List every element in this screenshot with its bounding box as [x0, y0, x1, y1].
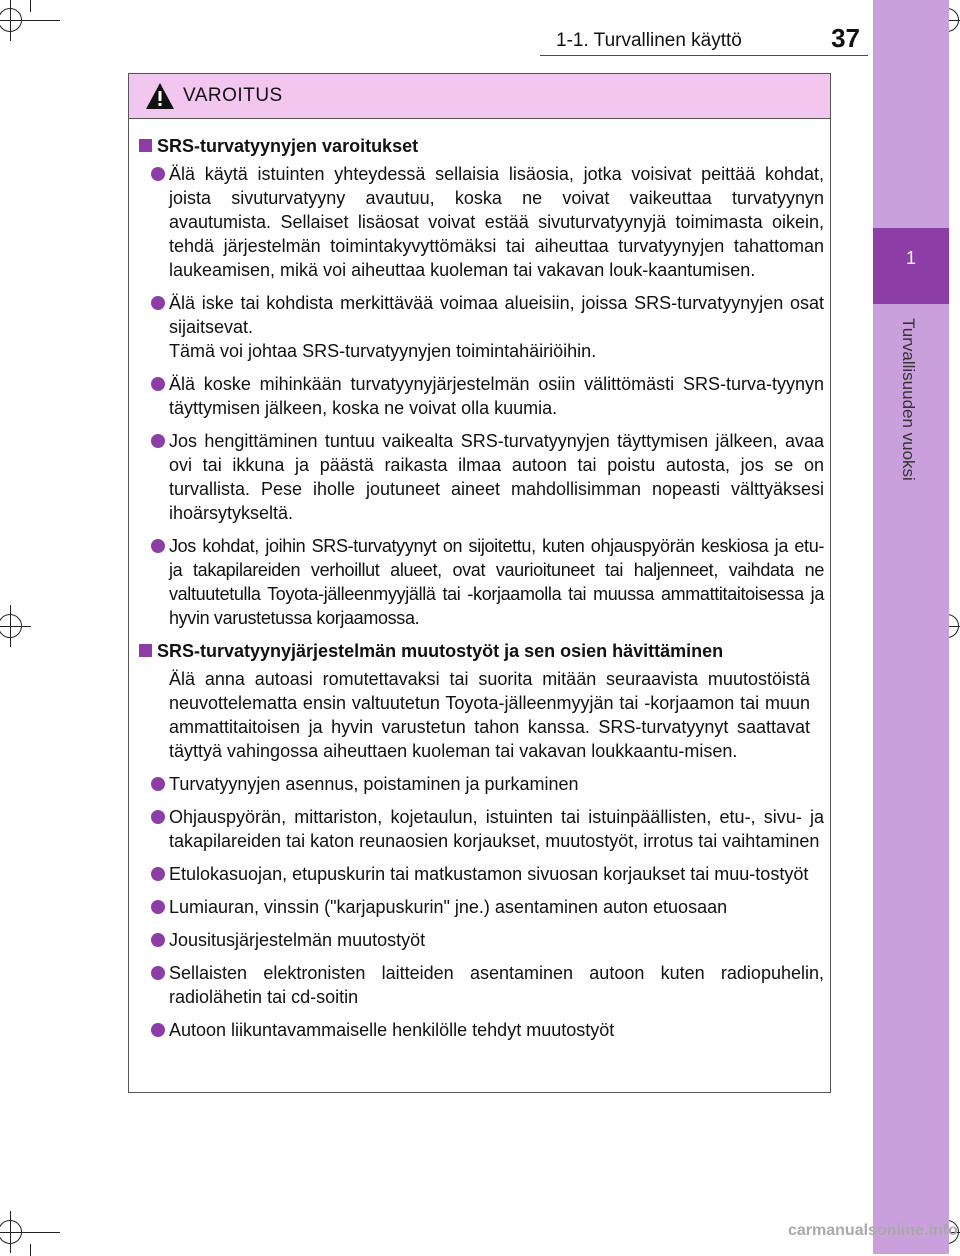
chapter-title-container — [898, 318, 924, 508]
section-heading: SRS-turvatyynyjen varoitukset — [139, 134, 824, 158]
list-item: Jos hengittäminen tuntuu vaikealta SRS-turvatyynyjen täyttymisen jälkeen, avaa ovi tai ikkuna ja päästä raikasta ilmaa autoon tai poistu autosta, jos se on turvallista. Pese iholle joutuneet aineet mahdollisimman nopeasti välttyäksesi ihoärsytykseltä. — [139, 429, 824, 525]
list-item: Sellaisten elektronisten laitteiden asentaminen autoon kuten radiopuhelin, radiolähetin tai cd-soitin — [139, 961, 824, 1009]
list-item: Jousitusjärjestelmän muutostyöt — [139, 928, 824, 952]
warning-label: VAROITUS — [183, 85, 283, 106]
warning-box — [128, 73, 831, 1093]
bullet-icon — [151, 777, 165, 791]
section-heading: SRS-turvatyynyjärjestelmän muutostyöt ja sen osien hävittäminen — [139, 639, 824, 663]
watermark: carmanualsonline.info — [788, 1222, 958, 1239]
section-title: 1-1. Turvallinen käyttö — [556, 30, 742, 51]
list-item: Autoon liikuntavammaiselle henkilölle tehdyt muutostyöt — [139, 1018, 824, 1042]
list-item: Jos kohdat, joihin SRS-turvatyynyt on sijoitettu, kuten ohjauspyörän keskiosa ja etu- ja takapilareiden verhoillut alueet, ovat vaurioituneet tai haljenneet, vaihdata ne valtuutetulla Toyota-jälleenmyyjällä tai -korjaamolla tai muussa ammattitaitoisessa ja hyvin varustetussa korjaamossa. — [139, 534, 824, 630]
list-item: Turvatyynyjen asennus, poistaminen ja purkaminen — [139, 772, 824, 796]
header-rule — [540, 55, 868, 56]
list-item: Ohjauspyörän, mittariston, kojetaulun, istuinten tai istuinpäällisten, etu-, sivu- ja takapilareiden tai katon reunaosien korjaukset, muutostyöt, irrotus tai vaihtaminen — [139, 805, 824, 853]
square-bullet-icon — [139, 644, 152, 657]
bullet-icon — [151, 434, 165, 448]
square-bullet-icon — [139, 139, 152, 152]
bullet-icon — [151, 539, 165, 553]
bullet-icon — [151, 966, 165, 980]
section-intro: Älä anna autoasi romutettavaksi tai suorita mitään seuraavista muutostöistä neuvottelematta ensin valtuutetun Toyota-jälleenmyyjän tai -korjaamon tai muun ammattitaitoisen ja hyvin varustetun tahon kanssa. SRS-turvatyynyt saattavat täyttyä vahingossa aiheuttaen kuoleman tai vakavan loukkaantu-misen. — [169, 669, 810, 761]
chapter-number: 1 — [905, 248, 916, 268]
warning-header — [129, 74, 830, 119]
crop-mark-bottom-left — [0, 1220, 22, 1244]
warning-content — [129, 134, 830, 1051]
bullet-icon — [151, 933, 165, 947]
list-item: Lumiauran, vinssin ("karjapuskurin" jne.) asentaminen auton etuosaan — [139, 895, 824, 919]
bullet-icon — [151, 900, 165, 914]
bullet-icon — [151, 167, 165, 181]
page-number: 37 — [831, 23, 860, 53]
list-item: Älä iske tai kohdista merkittävää voimaa alueisiin, joissa SRS-turvatyynyjen osat sijaitsevat. Tämä voi johtaa SRS-turvatyynyjen toimintahäiriöihin. — [139, 291, 824, 363]
chapter-side-tab — [873, 0, 949, 1254]
trim-line — [30, 1232, 60, 1233]
crop-mark-mid-left — [0, 614, 22, 638]
trim-line — [30, 0, 31, 12]
warning-triangle-icon — [145, 82, 175, 110]
bullet-icon — [151, 377, 165, 391]
bullet-icon — [151, 1023, 165, 1037]
bullet-icon — [151, 296, 165, 310]
crop-mark-top-left — [0, 8, 22, 32]
list-item: Etulokasuojan, etupuskurin tai matkustamon sivuosan korjaukset tai muu-tostyöt — [139, 862, 824, 886]
trim-line — [30, 1244, 31, 1256]
item-note: Tämä voi johtaa SRS-turvatyynyjen toimintahäiriöihin. — [169, 341, 597, 361]
page-header — [540, 22, 860, 62]
trim-line — [30, 20, 60, 21]
chapter-title: Turvallisuuden vuoksi — [899, 318, 918, 481]
bullet-icon — [151, 867, 165, 881]
bullet-icon — [151, 810, 165, 824]
list-item: Älä käytä istuinten yhteydessä sellaisia lisäosia, jotka voisivat peittää kohdat, joista sivuturvatyyny avautuu, koska ne voivat vaikeuttaa turvatyynyn avautumista. Sellaiset lisäosat voivat estää sivuturvatyynyjä toimimasta oikein, tehdä järjestelmän toimintakyvyttömäksi tai aiheuttaa turvatyynyjen tahattoman laukeamisen, mikä voi aiheuttaa kuoleman tai vakavan louk-kaantumisen. — [139, 162, 824, 282]
list-item: Älä koske mihinkään turvatyynyjärjestelmän osiin välittömästi SRS-turva-tyynyn täyttymisen jälkeen, koska ne voivat olla kuumia. — [139, 372, 824, 420]
